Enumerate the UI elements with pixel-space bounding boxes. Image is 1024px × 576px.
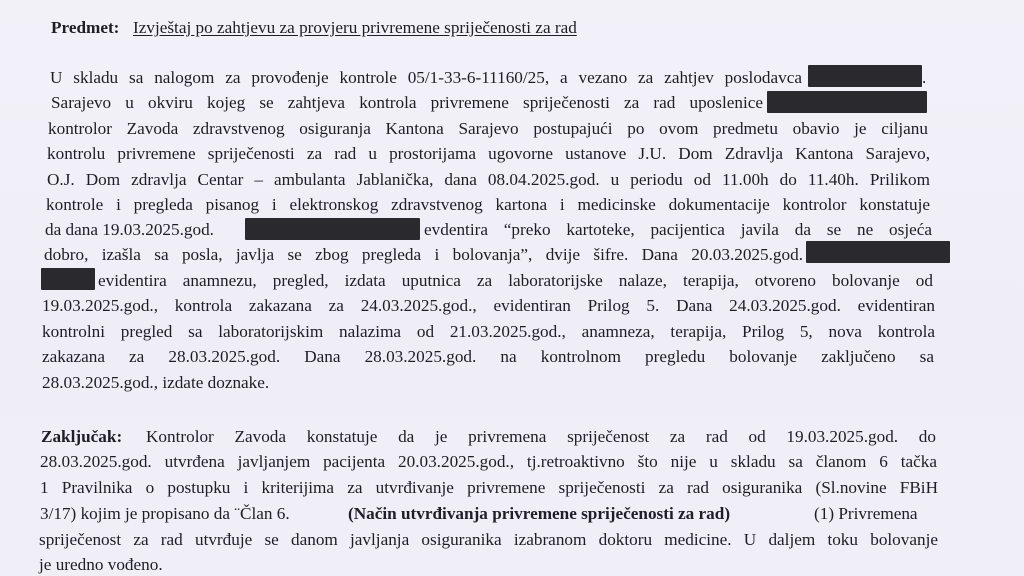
redacted-block xyxy=(245,218,420,240)
conclusion-text: spriječenost za rad utvrđuje se danom javljanja osiguranika izabranom doktoru medicine. U daljem toku bolovanje xyxy=(39,530,938,549)
conclusion-text: je uredno vođeno. xyxy=(39,555,163,574)
redacted-block xyxy=(808,65,922,87)
conclusion-bold-heading: (Način utvrđivanja privremene spriječenosti za rad) xyxy=(348,504,731,523)
body-text: evdentira “preko kartoteke, pacijentica javila da se ne osjeća xyxy=(424,220,932,239)
conclusion-text: 28.03.2025.god. utvrđena javljanjem pacijenta 20.03.2025.god., tj.retroaktivno što nije u skladu sa članom 6 tačka xyxy=(40,452,937,471)
body-text: Sarajevo u okviru kojeg se zahtjeva kontrola privremene spriječenosti za rad uposlenice xyxy=(51,93,763,112)
body-text: evidentira anamnezu, pregled, izdata uputnica za laboratorijske nalaze, terapija, otvoreno bolovanje od xyxy=(98,271,933,290)
conclusion-text: (1) Privremena xyxy=(814,504,918,523)
redacted-block xyxy=(767,91,927,113)
subject-title: Izvještaj po zahtjevu za provjeru privremene spriječenosti za rad xyxy=(133,18,577,37)
body-text: 28.03.2025.god., izdate doznake. xyxy=(42,373,270,392)
body-text: zakazana za 28.03.2025.god. Dana 28.03.2025.god. na kontrolnom pregledu bolovanje zaključeno sa xyxy=(42,347,934,366)
redacted-block xyxy=(806,241,950,263)
subject-label: Predmet: xyxy=(51,18,120,37)
body-text: dobro, izašla sa posla, javlja se zbog pregleda i bolovanja”, dvije šifre. Dana 20.03.2025.god. xyxy=(44,245,803,264)
body-text: da dana 19.03.2025.god. xyxy=(45,220,214,239)
body-text: kontrole i pregleda pisanog i elektronskog zdravstvenog kartona i medicinske dokumentacije kontrolor konstatuje xyxy=(46,195,930,214)
body-text: kontrolu privremene spriječenosti za rad u prostorijama ugovorne ustanove J.U. Dom Zdravlja Kantona Sarajevo, xyxy=(47,144,930,163)
body-text: . xyxy=(922,68,927,87)
conclusion-text: 3/17) kojim je propisano da ¨Član 6. xyxy=(40,504,290,523)
body-text: kontrolni pregled sa laboratorijskim nalazima od 21.03.2025.god., anamneza, terapija, Prilog 5, nova kontrola xyxy=(42,322,935,341)
redacted-block xyxy=(41,268,95,290)
conclusion-label: Zaključak: xyxy=(41,427,123,446)
conclusion-text: 1 Pravilnika o postupku i kriterijima za utvrđivanje privremene spriječenosti za rad osiguranika (Sl.novine FBiH xyxy=(40,478,938,497)
body-text: U skladu sa nalogom za provođenje kontrole 05/1-33-6-11160/25, a vezano za zahtjev poslodavca xyxy=(50,68,802,87)
conclusion-text: Kontrolor Zavoda konstatuje da je privremena spriječenost za rad od 19.03.2025.god. do xyxy=(146,427,936,446)
body-text: O.J. Dom zdravlja Centar – ambulanta Jablanička, dana 08.04.2025.god. u periodu od 11.00h do 11.40h. Prilikom xyxy=(47,170,930,189)
body-text: kontrolor Zavoda zdravstvenog osiguranja Kantona Sarajevo postupajući po ovom predmetu obavio je ciljanu xyxy=(48,119,928,138)
body-text: 19.03.2025.god., kontrola zakazana za 24.03.2025.god., evidentiran Prilog 5. Dana 24.03.2025.god. evidentiran xyxy=(42,296,935,315)
